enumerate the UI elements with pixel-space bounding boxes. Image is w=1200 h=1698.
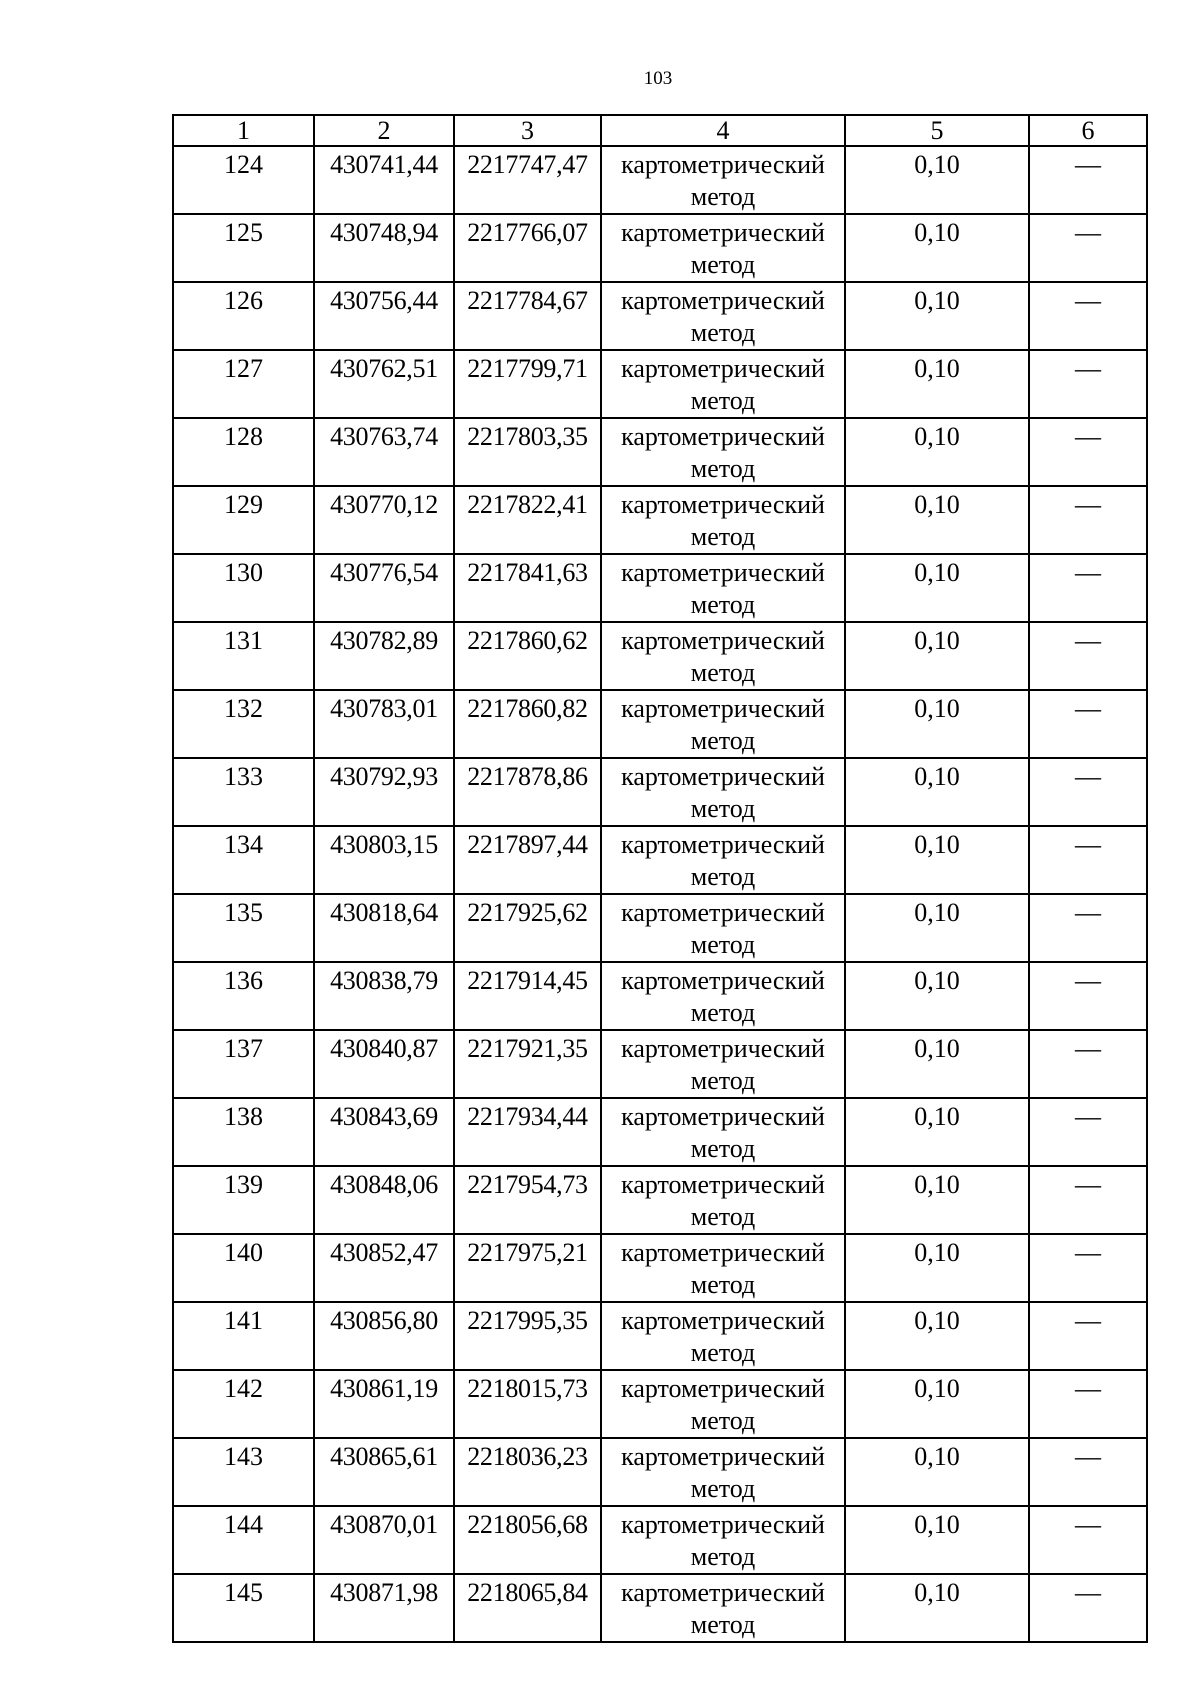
method-line-1: картометрический (621, 1374, 825, 1403)
x-coordinate-cell: 430770,12 (314, 486, 454, 554)
method-line-2: метод (690, 658, 756, 687)
method-cell (601, 962, 845, 1030)
table-row (173, 622, 1147, 690)
point-number-cell: 128 (173, 418, 314, 486)
point-number-cell: 142 (173, 1370, 314, 1438)
method-line-1: картометрический (621, 694, 825, 723)
method-line-2: метод (690, 522, 756, 551)
table-row (173, 1370, 1147, 1438)
description-cell: — (1029, 554, 1147, 622)
table-row (173, 758, 1147, 826)
table-row (173, 1098, 1147, 1166)
y-coordinate-cell: 2217975,21 (454, 1234, 601, 1302)
point-number-cell: 133 (173, 758, 314, 826)
table-row (173, 214, 1147, 282)
accuracy-cell: 0,10 (845, 1438, 1029, 1506)
method-line-2: метод (690, 1338, 756, 1367)
method-line-2: метод (690, 182, 756, 211)
accuracy-cell: 0,10 (845, 282, 1029, 350)
table-row (173, 1030, 1147, 1098)
method-line-2: метод (690, 1542, 756, 1571)
y-coordinate-cell: 2217934,44 (454, 1098, 601, 1166)
point-number-cell: 140 (173, 1234, 314, 1302)
method-line-1: картометрический (621, 1306, 825, 1335)
method-cell (601, 758, 845, 826)
method-line-1: картометрический (621, 1238, 825, 1267)
table-row (173, 418, 1147, 486)
y-coordinate-cell: 2217822,41 (454, 486, 601, 554)
method-line-1: картометрический (621, 1102, 825, 1131)
method-line-2: метод (690, 862, 756, 891)
point-number-cell: 141 (173, 1302, 314, 1370)
description-cell: — (1029, 1438, 1147, 1506)
method-line-1: картометрический (621, 762, 825, 791)
method-cell (601, 1574, 845, 1642)
method-cell (601, 146, 845, 214)
y-coordinate-cell: 2218015,73 (454, 1370, 601, 1438)
description-cell: — (1029, 1302, 1147, 1370)
method-line-1: картометрический (621, 422, 825, 451)
description-cell: — (1029, 1030, 1147, 1098)
accuracy-cell: 0,10 (845, 350, 1029, 418)
method-line-1: картометрический (621, 1578, 825, 1607)
description-cell: — (1029, 1574, 1147, 1642)
table-row (173, 554, 1147, 622)
table-row (173, 1166, 1147, 1234)
x-coordinate-cell: 430870,01 (314, 1506, 454, 1574)
accuracy-cell: 0,10 (845, 1030, 1029, 1098)
x-coordinate-cell: 430762,51 (314, 350, 454, 418)
method-cell (601, 1506, 845, 1574)
x-coordinate-cell: 430741,44 (314, 146, 454, 214)
method-line-2: метод (690, 1610, 756, 1639)
description-cell: — (1029, 418, 1147, 486)
method-cell (601, 622, 845, 690)
accuracy-cell: 0,10 (845, 1234, 1029, 1302)
method-line-1: картометрический (621, 558, 825, 587)
point-number-cell: 131 (173, 622, 314, 690)
method-line-1: картометрический (621, 1442, 825, 1471)
point-number-cell: 134 (173, 826, 314, 894)
x-coordinate-cell: 430776,54 (314, 554, 454, 622)
description-cell: — (1029, 214, 1147, 282)
method-line-2: метод (690, 1134, 756, 1163)
description-cell: — (1029, 1166, 1147, 1234)
method-cell (601, 1302, 845, 1370)
table-row (173, 1438, 1147, 1506)
point-number-cell: 139 (173, 1166, 314, 1234)
column-header-5: 5 (845, 115, 1029, 146)
column-header-6: 6 (1029, 115, 1147, 146)
method-cell (601, 1370, 845, 1438)
y-coordinate-cell: 2217841,63 (454, 554, 601, 622)
method-line-1: картометрический (621, 490, 825, 519)
point-number-cell: 145 (173, 1574, 314, 1642)
description-cell: — (1029, 1506, 1147, 1574)
point-number-cell: 124 (173, 146, 314, 214)
accuracy-cell: 0,10 (845, 214, 1029, 282)
coordinates-table (172, 114, 1148, 1643)
column-header-1: 1 (173, 115, 314, 146)
method-line-1: картометрический (621, 898, 825, 927)
accuracy-cell: 0,10 (845, 1302, 1029, 1370)
accuracy-cell: 0,10 (845, 1098, 1029, 1166)
description-cell: — (1029, 622, 1147, 690)
method-line-2: метод (690, 1474, 756, 1503)
description-cell: — (1029, 282, 1147, 350)
method-line-1: картометрический (621, 218, 825, 247)
x-coordinate-cell: 430783,01 (314, 690, 454, 758)
x-coordinate-cell: 430748,94 (314, 214, 454, 282)
method-cell (601, 350, 845, 418)
y-coordinate-cell: 2217914,45 (454, 962, 601, 1030)
table-row (173, 690, 1147, 758)
point-number-cell: 132 (173, 690, 314, 758)
method-line-2: метод (690, 998, 756, 1027)
x-coordinate-cell: 430818,64 (314, 894, 454, 962)
page-number: 103 (643, 68, 673, 89)
x-coordinate-cell: 430803,15 (314, 826, 454, 894)
description-cell: — (1029, 1098, 1147, 1166)
method-line-1: картометрический (621, 150, 825, 179)
y-coordinate-cell: 2217925,62 (454, 894, 601, 962)
description-cell: — (1029, 350, 1147, 418)
table-row (173, 894, 1147, 962)
x-coordinate-cell: 430861,19 (314, 1370, 454, 1438)
y-coordinate-cell: 2218056,68 (454, 1506, 601, 1574)
description-cell: — (1029, 1234, 1147, 1302)
point-number-cell: 127 (173, 350, 314, 418)
table-row (173, 1506, 1147, 1574)
point-number-cell: 125 (173, 214, 314, 282)
method-line-1: картометрический (621, 354, 825, 383)
description-cell: — (1029, 1370, 1147, 1438)
point-number-cell: 130 (173, 554, 314, 622)
y-coordinate-cell: 2217897,44 (454, 826, 601, 894)
table-row (173, 146, 1147, 214)
table-row (173, 486, 1147, 554)
point-number-cell: 137 (173, 1030, 314, 1098)
description-cell: — (1029, 758, 1147, 826)
method-line-2: метод (690, 1202, 756, 1231)
column-header-4: 4 (601, 115, 845, 146)
method-line-1: картометрический (621, 1170, 825, 1199)
x-coordinate-cell: 430792,93 (314, 758, 454, 826)
y-coordinate-cell: 2217954,73 (454, 1166, 601, 1234)
method-cell (601, 1030, 845, 1098)
method-cell (601, 894, 845, 962)
accuracy-cell: 0,10 (845, 146, 1029, 214)
point-number-cell: 143 (173, 1438, 314, 1506)
x-coordinate-cell: 430756,44 (314, 282, 454, 350)
y-coordinate-cell: 2217784,67 (454, 282, 601, 350)
method-line-2: метод (690, 250, 756, 279)
method-line-2: метод (690, 726, 756, 755)
method-line-1: картометрический (621, 626, 825, 655)
x-coordinate-cell: 430782,89 (314, 622, 454, 690)
method-cell (601, 1438, 845, 1506)
method-cell (601, 554, 845, 622)
y-coordinate-cell: 2217803,35 (454, 418, 601, 486)
accuracy-cell: 0,10 (845, 1166, 1029, 1234)
table-row (173, 1574, 1147, 1642)
point-number-cell: 144 (173, 1506, 314, 1574)
method-cell (601, 690, 845, 758)
table-row (173, 826, 1147, 894)
method-line-2: метод (690, 1406, 756, 1435)
method-line-1: картометрический (621, 830, 825, 859)
x-coordinate-cell: 430865,61 (314, 1438, 454, 1506)
method-cell (601, 826, 845, 894)
method-cell (601, 1098, 845, 1166)
table-row (173, 282, 1147, 350)
method-line-1: картометрический (621, 286, 825, 315)
column-header-3: 3 (454, 115, 601, 146)
method-cell (601, 486, 845, 554)
accuracy-cell: 0,10 (845, 1370, 1029, 1438)
point-number-cell: 126 (173, 282, 314, 350)
accuracy-cell: 0,10 (845, 894, 1029, 962)
table-row (173, 1234, 1147, 1302)
y-coordinate-cell: 2217878,86 (454, 758, 601, 826)
method-line-2: метод (690, 930, 756, 959)
accuracy-cell: 0,10 (845, 554, 1029, 622)
point-number-cell: 129 (173, 486, 314, 554)
method-cell (601, 418, 845, 486)
method-line-2: метод (690, 1066, 756, 1095)
method-line-2: метод (690, 454, 756, 483)
x-coordinate-cell: 430852,47 (314, 1234, 454, 1302)
x-coordinate-cell: 430856,80 (314, 1302, 454, 1370)
x-coordinate-cell: 430848,06 (314, 1166, 454, 1234)
header-row (173, 115, 1147, 146)
accuracy-cell: 0,10 (845, 826, 1029, 894)
description-cell: — (1029, 894, 1147, 962)
method-line-1: картометрический (621, 1034, 825, 1063)
method-line-2: метод (690, 590, 756, 619)
y-coordinate-cell: 2218065,84 (454, 1574, 601, 1642)
column-header-2: 2 (314, 115, 454, 146)
x-coordinate-cell: 430763,74 (314, 418, 454, 486)
method-line-1: картометрический (621, 1510, 825, 1539)
table-row (173, 962, 1147, 1030)
y-coordinate-cell: 2217766,07 (454, 214, 601, 282)
x-coordinate-cell: 430840,87 (314, 1030, 454, 1098)
y-coordinate-cell: 2217799,71 (454, 350, 601, 418)
x-coordinate-cell: 430871,98 (314, 1574, 454, 1642)
method-line-2: метод (690, 386, 756, 415)
y-coordinate-cell: 2217747,47 (454, 146, 601, 214)
method-cell (601, 1234, 845, 1302)
method-line-2: метод (690, 318, 756, 347)
point-number-cell: 135 (173, 894, 314, 962)
accuracy-cell: 0,10 (845, 758, 1029, 826)
accuracy-cell: 0,10 (845, 486, 1029, 554)
method-line-1: картометрический (621, 966, 825, 995)
y-coordinate-cell: 2217860,82 (454, 690, 601, 758)
x-coordinate-cell: 430838,79 (314, 962, 454, 1030)
description-cell: — (1029, 690, 1147, 758)
point-number-cell: 138 (173, 1098, 314, 1166)
method-cell (601, 214, 845, 282)
x-coordinate-cell: 430843,69 (314, 1098, 454, 1166)
method-line-2: метод (690, 1270, 756, 1299)
y-coordinate-cell: 2217995,35 (454, 1302, 601, 1370)
accuracy-cell: 0,10 (845, 418, 1029, 486)
method-cell (601, 282, 845, 350)
point-number-cell: 136 (173, 962, 314, 1030)
description-cell: — (1029, 146, 1147, 214)
accuracy-cell: 0,10 (845, 1506, 1029, 1574)
y-coordinate-cell: 2217860,62 (454, 622, 601, 690)
accuracy-cell: 0,10 (845, 690, 1029, 758)
accuracy-cell: 0,10 (845, 962, 1029, 1030)
table-body (173, 115, 1147, 1642)
description-cell: — (1029, 826, 1147, 894)
table-row (173, 1302, 1147, 1370)
accuracy-cell: 0,10 (845, 622, 1029, 690)
description-cell: — (1029, 962, 1147, 1030)
method-line-2: метод (690, 794, 756, 823)
y-coordinate-cell: 2218036,23 (454, 1438, 601, 1506)
method-cell (601, 1166, 845, 1234)
y-coordinate-cell: 2217921,35 (454, 1030, 601, 1098)
accuracy-cell: 0,10 (845, 1574, 1029, 1642)
table-row (173, 350, 1147, 418)
description-cell: — (1029, 486, 1147, 554)
